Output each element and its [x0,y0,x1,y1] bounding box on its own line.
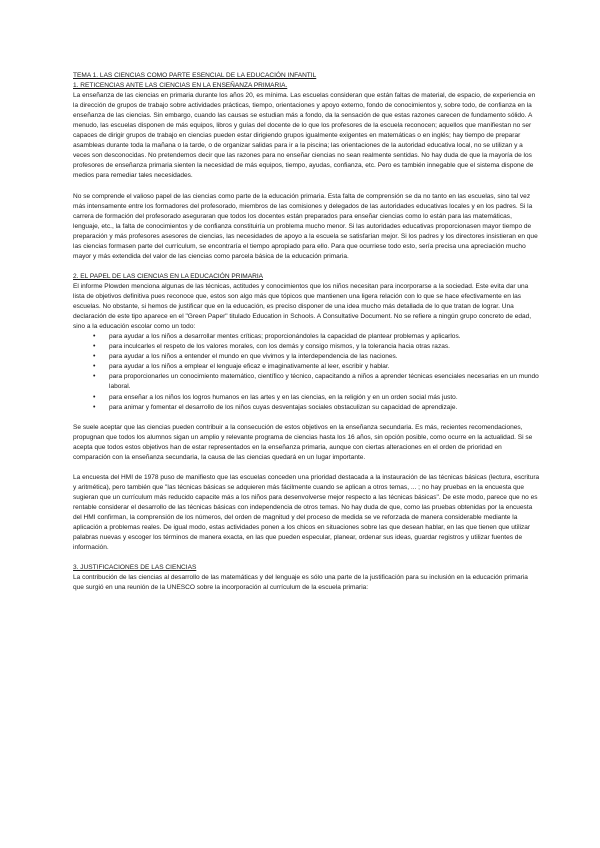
section-2-heading: 2. EL PAPEL DE LAS CIENCIAS EN LA EDUCACIÓN PRIMARIA [73,272,264,280]
objectives-list-item: • para animar y fomentar el desarrollo de los niños cuyas desventajas sociales obstaculizan su capacidad de aprendizaje. [93,403,540,413]
section-1-paragraph-2: No se comprende el valioso papel de las ciencias como parte de la educación primaria. Esta falta de comprensión se da no tanto en las escuelas, sino tal vez más intensamente entre los formadores del profesorado, miembros de las comisiones y delegados de las autoridades educativas locales y en los padres. Si la carrera de formación del profesorado aseguraran que todos los docentes están preparados para enseñar ciencias como lo están para las matemáticas, lenguaje, etc., la falta de conocimientos y de confianza constituiría un problema mucho menor. Si las autoridades educativas proporcionasen mayor tiempo de preparación y más profesores asesores de ciencias, las necesidades de apoyo a la escuela se satisfarían mejor. Si los padres y los directores insistieran en que las ciencias formasen parte del currículum, se encontraría el tiempo apropiado para ello. Para que ocurriese todo esto, sería precisa una apreciación mucho mayor y más extendida del valor de las ciencias como parcela básica de la educación primaria. [73,192,538,260]
section-1-heading: 1. RETICENCIAS ANTE LAS CIENCIAS EN LA ENSEÑANZA PRIMARIA. [73,82,288,90]
paragraph-gap [73,553,540,563]
objectives-list-item: • para ayudar a los niños a entender el mundo en que vivimos y la interdependencia de las naciones. [93,352,540,362]
section-3-heading: 3. JUSTIFICACIONES DE LAS CIENCIAS [73,564,197,572]
section-2-paragraph-2: La encuesta del HMI de 1978 puso de manifiesto que las escuelas conceden una prioridad destacada a la instauración de las técnicas básicas (lectura, escritura y aritmética), pero también que "las técnicas básicas se adquieren más fácilmente cuando se aplican a otros temas, ... ; no hay pruebas en la encuesta que sugieran que un currículum más reducido capacite más a los niños para desenvolverse mejor respecto a las técnicas básicas". De este modo, parece que no es rentable considerar el desarrollo de las técnicas básicas con independencia de otros temas. No hay duda de que, como las pruebas obtenidas por la encuesta del HMI confirman, la comprensión de los números, del orden de magnitud y del proceso de medida se ve reforzada de manera considerable mediante la aplicación a problemas reales. De igual modo, estas actividades ponen a los chicos en situaciones sobre las que desean hablar, en las que tienen que utilizar palabras nuevas y escoger los términos de manera exacta, en las que pueden especular, planear, ordenar sus ideas, guardar registros y utilizar fuentes de información. [73,473,540,552]
objectives-list-item: • para proporcionarles un conocimiento matemático, científico y técnico, capacitando a niños a aprender técnicas esenciales necesarias en un mundo laboral. [93,372,540,392]
paragraph-gap [73,182,540,192]
objectives-list-item: • para ayudar a los niños a desarrollar mentes críticas; proporcionándoles la capacidad de plantear problemas y aplicarlos. [93,332,540,342]
paragraph-gap [73,413,540,423]
section-2-paragraph-1: Se suele aceptar que las ciencias pueden contribuir a la consecución de estos objetivos en la enseñanza secundaria. Es más, recientes recomendaciones, propugnan que todos los alumnos sigan un amplio y relevante programa de ciencias hasta los 16 años, sin opción posible, como ocurre en la actualidad. Si se acepta que todos estos objetivos han de estar representados en la enseñanza primaria, aunque con ciertas alteraciones en el orden de prioridad en comparación con la enseñanza secundaria, la causa de las ciencias quedará en un lugar importante. [73,423,533,461]
objectives-list-item: • para ayudar a los niños a emplear el lenguaje eficaz e imaginativamente al leer, escribir y hablar. [93,362,540,372]
section-3-paragraph: La contribución de las ciencias al desarrollo de las matemáticas y del lenguaje es sólo una parte de la justificación para su inclusión en la educación primaria que surgió en una reunión de la UNESCO sobre la incorporación al currículum de la escuela primaria: [73,574,528,592]
section-1-paragraph-1: La enseñanza de las ciencias en primaria durante los años 20, es mínima. Las escuelas consideran que están faltas de material, de espacio, de experiencia en la dirección de grupos de trabajo sobre actividades prácticas, tiempo, orientaciones y apoyo externo, fondo de conocimientos y, sobre todo, de confianza en la enseñanza de las ciencias. Sin embargo, cuando las causas se estudian más a fondo, da la sensación de que estas razones carecen de fundamento sólido. A menudo, las escuelas disponen de más equipos, libros y guías del docente de lo que los profesores de la escuela reconocen; aquellos que manifiestan no ser capaces de dirigir grupos de trabajo en ciencias pueden estar dirigiendo grupos igualmente exigentes en matemáticas o en inglés; hay tiempo de preparar asambleas durante toda la mañana o la tarde, o de organizar salidas para ir a la piscina; las orientaciones de la autoridad educativa local, no se utilizan y a veces son desconocidas. No pretendemos decir que las razones para no enseñar ciencias no sean realmente sentidas. No hay duda de que la mayoría de los profesores de enseñanza primaria sienten la necesidad de más equipos, tiempo, ayudas, confianza, etc. Pero es también innegable que el sistema dispone de medios para remediar tales necesidades. [73,92,536,180]
paragraph-gap [73,262,540,272]
paragraph-gap [73,463,540,473]
objectives-list [73,332,540,412]
section-2-intro: El informe Plowden menciona algunas de las técnicas, actitudes y conocimientos que los niños necesitan para incorporarse a la sociedad. Este evita dar una lista de objetivos definitiva pues reconoce que, estos son algo más que tópicos que mantienen una ligera relación con lo que se hace efectivamente en las escuelas. No obstante, si hemos de justificar que en la educación, es preciso disponer de una idea mucho más detallada de lo que tratan de lograr. Una declaración de este tipo aparece en el "Green Paper" titulado Education in Schools. A Consultative Document. No se refiere a ningún grupo concreto de edad, sino a la educación escolar como un todo: [73,282,532,331]
objectives-list-item: • para enseñar a los niños los logros humanos en las artes y en las ciencias, en la religión y en un orden social más justo. [93,393,540,403]
objectives-list-item: • para inculcarles el respeto de los valores morales, con los demás y consigo mismos, y la tolerancia hacia otras razas. [93,342,540,352]
document-title: TEMA 1. LAS CIENCIAS COMO PARTE ESENCIAL DE LA EDUCACIÓN INFANTIL [73,72,317,79]
